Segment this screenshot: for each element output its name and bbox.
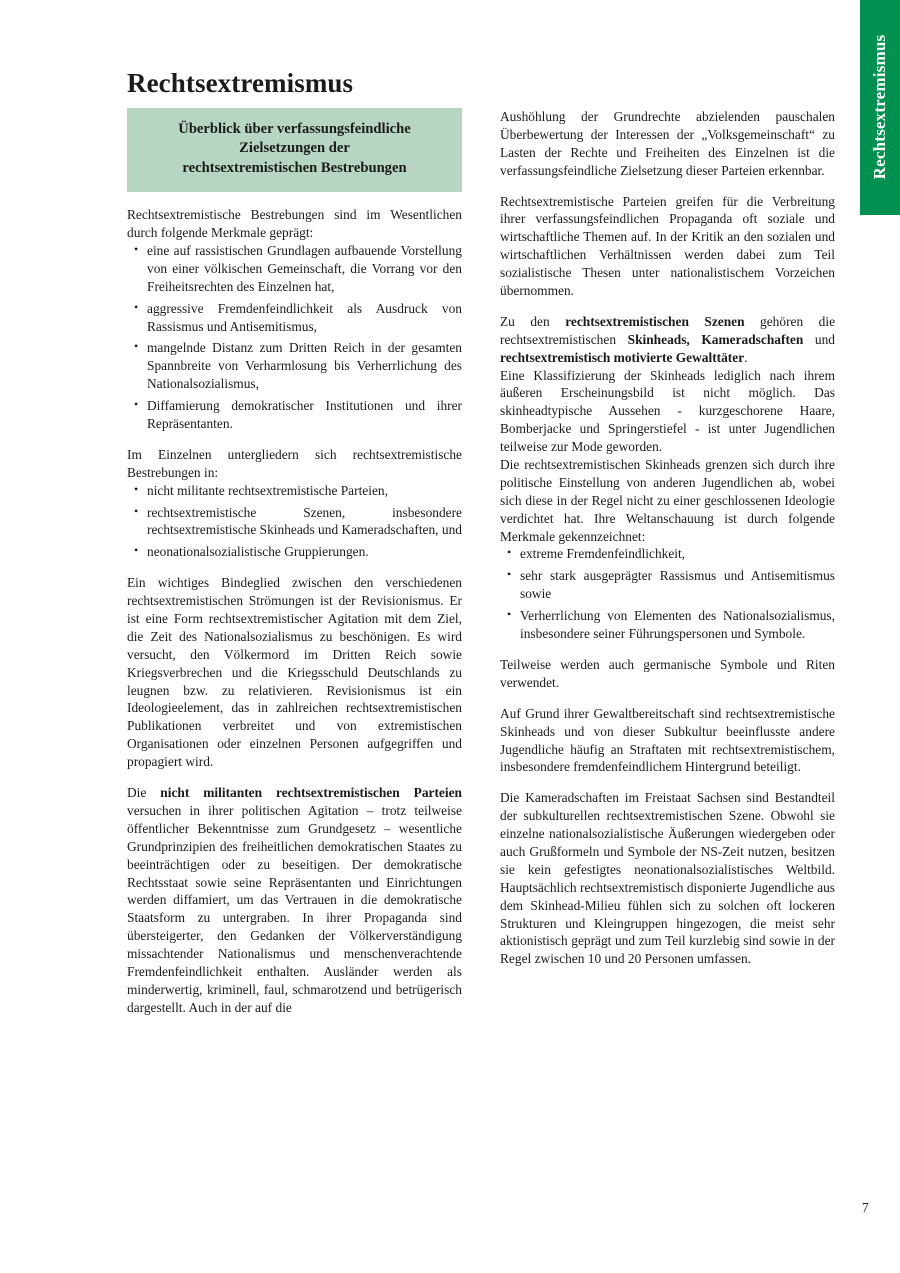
page-title: Rechtsextremismus — [127, 68, 354, 99]
untergliederung-intro-paragraph: Im Einzelnen untergliedern sich rechtsextremistische Bestrebungen in: — [127, 446, 462, 480]
skinhead-merkmale-list — [500, 545, 835, 642]
section-thumb-index-tab — [860, 0, 900, 215]
szenen-seg-3: und — [803, 331, 835, 347]
parteien-lead: Die — [127, 785, 161, 801]
callout-line-2: Zielsetzungen der — [239, 140, 350, 157]
callout-box — [127, 108, 462, 192]
skinheads-paragraph-2: Die rechtsextremistischen Skinheads grenzen sich durch ihre politische Einstellung von anderen Jugendlichen ab, wobei sich diese in der Regel nicht zu einer geschlossenen Ideologie verdichtet hat. Ihre Weltanschauung ist durch folgende Merkmale gekennzeichnet: — [500, 457, 835, 544]
szenen-seg-4: . — [744, 349, 748, 365]
list-item: • aggressive Fremdenfeindlichkeit als Ausdruck von Rassismus und Antisemitismus, — [127, 300, 462, 336]
left-column — [127, 108, 462, 1030]
untergliederung-list — [127, 482, 462, 562]
revisionismus-paragraph: Ein wichtiges Bindeglied zwischen den verschiedenen rechtsextremistischen Strömungen ist der Revisionismus. Er ist eine Form rechtsextremistischer Agitation mit dem Ziel, die Zeit des Nationalsozialismus zu beschönigen. Es wird versucht, den Völkermord im Dritten Reich sowie Kriegsverbrechen und die Kriegsschuld Deutschlands zu leugnen bzw. zu relativieren. Revisionismus ist ein Ideologieelement, das in zahlreichen rechtsextremistischen Publikationen verbreitet und von extremistischen Organisationen oder einzelnen Personen aufgegriffen und propagiert wird. — [127, 575, 462, 770]
szenen-paragraph — [500, 313, 835, 367]
right-column — [500, 108, 835, 981]
list-item: • sehr stark ausgeprägter Rassismus und Antisemitismus sowie — [500, 567, 835, 603]
callout-line-1: Überblick über verfassungsfeindliche — [178, 121, 411, 137]
list-item: • eine auf rassistischen Grundlagen aufbauende Vorstellung von einer völkischen Gemeinschaft, die Vorrang vor den Freiheitsrechten des Einzelnen hat, — [127, 242, 462, 296]
continuation-paragraph: Aushöhlung der Grundrechte abzielenden pauschalen Überbewertung der Interessen der „Volksgemeinschaft“ zu Lasten der Rechte und Freiheiten des Einzelnen ist die verfassungsfeindliche Zielsetzung dieser Parteien erkennbar. — [500, 109, 835, 178]
germanische-symbole-paragraph: Teilweise werden auch germanische Symbole und Riten verwendet. — [500, 656, 835, 690]
parteien-rest: versuchen in ihrer politischen Agitation – trotz teilweise öffentlicher Bekenntnisse zum Grundgesetz – wesentliche Grundprinzipien des freiheitlichen demokratischen Staates zu beeinträchtigen oder zu beseitigen. Der demokratische Rechtsstaat sowie seine Repräsentanten und Einrichtungen werden diffamiert, um das Vertrauen in die demokratische Staatsform zu untergraben. In ihrer Propaganda sind übersteigerter, den Gedanken der Völkerverständigung missachtender Nationalismus und menschenverachtende Fremdenfeindlichkeit enthalten. Ausländer werden als minderwertig, kriminell, faul, schmarotzend und betrügerisch dargestellt. Auch in der auf die — [127, 802, 462, 1015]
section-thumb-index-label: Rechtsextremismus — [870, 34, 889, 179]
skinheads-paragraph-1: Eine Klassifizierung der Skinheads lediglich nach ihrem äußeren Erscheinungsbild ist nicht möglich. Das skinheadtypische Aussehen - kurzgeschorene Haare, Bomberjacke und Springerstiefel - ist unter Jugendlichen teilweise zur Mode geworden. — [500, 367, 835, 455]
szenen-seg-2: gehören die rechtsextremistischen — [500, 313, 836, 347]
page-number: 7 — [862, 1200, 869, 1215]
szenen-seg-1: Zu den — [500, 313, 566, 329]
szenen-bold-1: rechtsextremistischen Szenen — [565, 313, 745, 329]
kameradschaften-paragraph: Die Kameradschaften im Freistaat Sachsen sind Bestandteil der subkulturellen rechtsextremistischen Szene. Obwohl sie einzelne nationalsozialistische Äußerungen wiedergeben oder auch Grußformeln und Symbole der NS-Zeit nutzen, besitzen sie kein gefestigtes neonationalsozialistisches Weltbild. Hauptsächlich rechtsextremistisch disponierte Jugendliche aus dem Skinhead-Milieu fühlen sich zu solchen oft lockeren Strukturen und Kleingruppen hingezogen, die meist sehr aktionistisch geprägt und zum Teil kurzlebig sind sowie in der Regel zwischen 10 und 20 Personen umfassen. — [500, 790, 835, 967]
verbreitung-paragraph: Rechtsextremistische Parteien greifen für die Verbreitung ihrer verfassungsfeindlichen Propaganda oft soziale und wirtschaftliche Themen auf. In der Kritik an den sozialen und wirtschaftlichen Verhältnissen werden dabei zum Teil sozialistische Thesen unter nationalistischem Vorzeichen übernommen. — [500, 193, 835, 299]
list-item: • Verherrlichung von Elementen des Nationalsozialismus, insbesondere seiner Führungspersonen und Symbole. — [500, 607, 835, 643]
szenen-bold-2: Skinheads, Kameradschaften — [627, 331, 804, 347]
szenen-bold-3: rechtsextremistisch motivierte Gewalttäter — [500, 349, 745, 365]
body-columns — [127, 108, 835, 1030]
list-item: • Diffamierung demokratischer Institutionen und ihrer Repräsentanten. — [127, 397, 462, 433]
parteien-bold-term: nicht militanten rechtsextremistischen Parteien — [160, 785, 462, 801]
merkmale-list — [127, 242, 462, 433]
list-item: • neonationalsozialistische Gruppierungen. — [127, 543, 462, 561]
list-item: • extreme Fremdenfeindlichkeit, — [500, 545, 835, 563]
left-intro-paragraph: Rechtsextremistische Bestrebungen sind im Wesentlichen durch folgende Merkmale geprägt: — [127, 207, 462, 241]
list-item: • mangelnde Distanz zum Dritten Reich in der gesamten Spannbreite von Verharmlosung bis Verherrlichung des Nationalsozialismus, — [127, 339, 462, 393]
gewaltbereitschaft-paragraph: Auf Grund ihrer Gewaltbereitschaft sind rechtsextremistische Skinheads und von dieser Subkultur beeinflusste andere Jugendliche häufig an Straftaten mit rechtsextremistischem, insbesondere fremdenfeindlichem Hintergrund beteiligt. — [500, 705, 835, 775]
callout-line-3: rechtsextremistischen Bestrebungen — [182, 159, 407, 176]
list-item: • nicht militante rechtsextremistische Parteien, — [127, 482, 462, 500]
list-item: • rechtsextremistische Szenen, insbesondere rechtsextremistische Skinheads und Kameradschaften, und — [127, 504, 462, 540]
parteien-paragraph — [127, 784, 462, 1017]
